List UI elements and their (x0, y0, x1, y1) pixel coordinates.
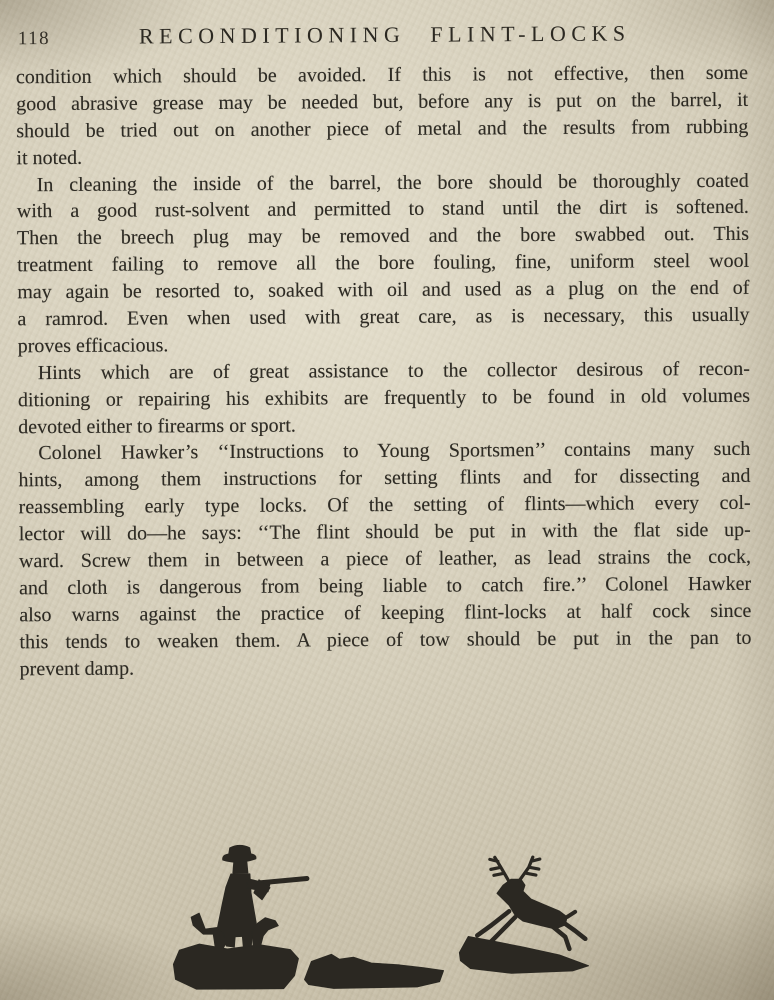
text-line: hints, among them instructions for setting flints and for dissecting and (18, 465, 751, 492)
stag-silhouette (497, 879, 567, 929)
text-line: also warns against the practice of keeping flint-locks at half cock since (19, 599, 752, 627)
text-line: good abrasive grease may be needed but, before any is put on the barrel, it (16, 88, 749, 116)
text-line: ward. Screw them in between a piece of leather, as lead strains the cock, (18, 545, 752, 573)
text-line: and cloth is dangerous from being liable to catch fire.’’ Colonel Hawker (19, 572, 752, 600)
text-line: should be tried out on another piece of metal and the results from rubbing (16, 115, 749, 143)
stag-tail (567, 912, 575, 917)
hunter-hat (223, 845, 256, 862)
text-line: a ramrod. Even when used with great care, as is necessary, this usually (17, 303, 750, 331)
middle-rock-silhouette (304, 954, 443, 989)
text-line: this tends to weaken them. A piece of tow should be put in the pan to (19, 626, 752, 653)
body-text (16, 60, 752, 683)
text-line: proves efficacious. (17, 334, 169, 358)
text-line: condition which should be avoided. If this is not effective, then some (15, 61, 749, 89)
running-head-title: RECONDITIONING FLINT-LOCKS (138, 20, 631, 49)
text-line: prevent damp. (19, 657, 135, 680)
text-line: In cleaning the inside of the barrel, the bore should be thoroughly coated (36, 169, 749, 196)
hunter-head (233, 862, 248, 873)
text-line: Then the breech plug may be removed and the bore swabbed out. This (16, 223, 750, 250)
stag-antlers (490, 857, 540, 881)
text-line: ditioning or repairing his exhibits are frequently to be found in old volumes (17, 384, 751, 411)
text-line: may again be resorted to, soaked with oil and used as a plug on the end of (17, 276, 750, 304)
page-number: 118 (17, 28, 51, 50)
text-line: Colonel Hawker’s ‘‘Instructions to Young Sportsmen’’ contains many such (38, 438, 751, 465)
hunter-stag-tailpiece-illustration (171, 841, 592, 996)
rock-mound-silhouette (173, 944, 298, 990)
gun-barrel (261, 878, 307, 882)
text-line: with a good rust-solvent and permitted to stand until the dirt is softened. (16, 196, 749, 223)
text-line: treatment failing to remove all the bore fouling, fine, uniform steel wool (17, 250, 750, 277)
text-line: lector will do—he says: ‘‘The flint should be put in with the flat side up- (18, 518, 751, 546)
text-line: it noted. (16, 146, 83, 169)
text-line: Hints which are of great assistance to the collector desirous of recon- (37, 357, 750, 384)
text-line: devoted either to firearms or sport. (18, 414, 296, 438)
text-line: reassembling early type locks. Of the setting of flints—which every col- (18, 492, 751, 519)
